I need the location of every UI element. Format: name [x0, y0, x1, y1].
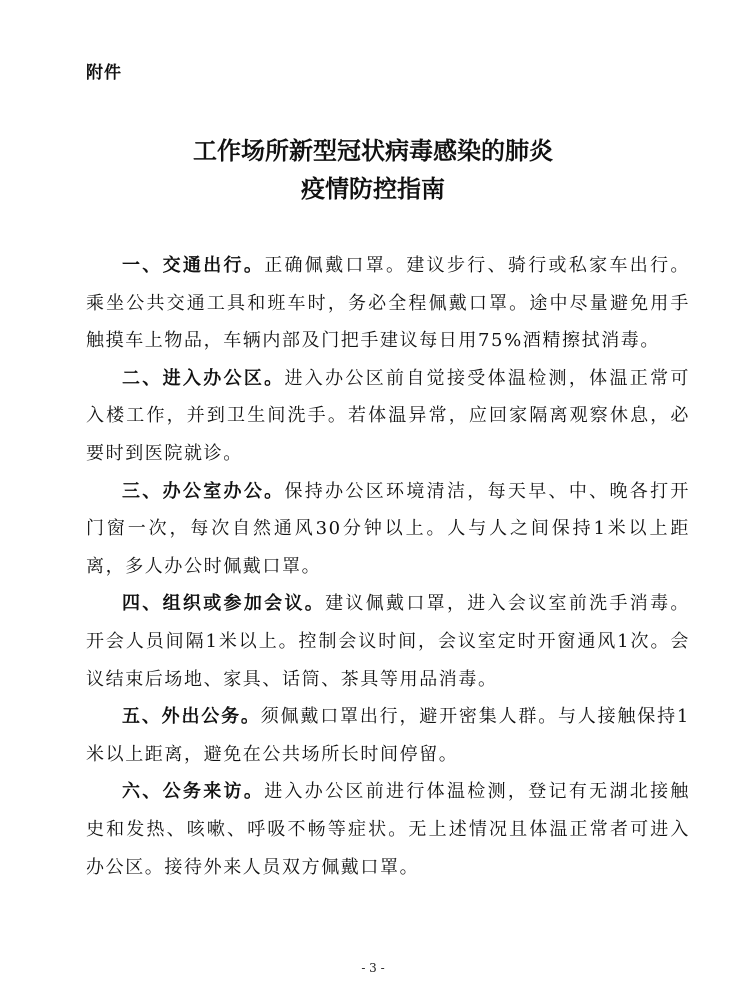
- section-transport: [86, 247, 690, 360]
- page-number: - 3 -: [361, 961, 385, 975]
- section-text: 进入办公区前进行体温检测，登记有无湖北接触史和发热、咳嗽、呼吸不畅等症状。无上述情况且体温正常者可进入办公区。接待外来人员双方佩戴口罩。: [86, 781, 690, 878]
- section-heading: 四、组织或参加会议。: [122, 593, 326, 615]
- section-visitors: [86, 773, 690, 886]
- section-heading: 五、外出公务。: [122, 706, 261, 728]
- section-text: 建议佩戴口罩，进入会议室前洗手消毒。开会人员间隔1米以上。控制会议时间，会议室定时开窗通风1次。会议结束后场地、家具、话筒、茶具等用品消毒。: [86, 593, 690, 690]
- section-text: 须佩戴口罩出行，避开密集人群。与人接触保持1米以上距离，避免在公共场所长时间停留。: [86, 706, 690, 765]
- document-title-line-1: 工作场所新型冠状病毒感染的肺炎: [193, 136, 553, 165]
- section-text: 保持办公区环境清洁，每天早、中、晚各打开门窗一次，每次自然通风30分钟以上。人与人之间保持1米以上距离，多人办公时佩戴口罩。: [86, 480, 690, 577]
- attachment-label: 附件: [86, 63, 122, 83]
- section-office-work: [86, 473, 690, 586]
- section-text: 进入办公区前自觉接受体温检测，体温正常可入楼工作，并到卫生间洗手。若体温异常，应回家隔离观察休息，必要时到医院就诊。: [86, 367, 690, 464]
- section-business-trips: [86, 698, 690, 773]
- document-body: [86, 247, 690, 886]
- section-enter-office: [86, 360, 690, 473]
- document-title-line-2: 疫情防控指南: [301, 174, 445, 203]
- section-heading: 三、办公室办公。: [122, 480, 285, 502]
- section-heading: 一、交通出行。: [122, 255, 265, 276]
- section-text: 正确佩戴口罩。建议步行、骑行或私家车出行。乘坐公共交通工具和班车时，务必全程佩戴口罩。途中尽量避免用手触摸车上物品，车辆内部及门把手建议每日用75%酒精擦拭消毒。: [86, 255, 690, 352]
- section-heading: 二、进入办公区。: [122, 367, 285, 389]
- section-heading: 六、公务来访。: [122, 781, 265, 803]
- section-meetings: [86, 585, 690, 698]
